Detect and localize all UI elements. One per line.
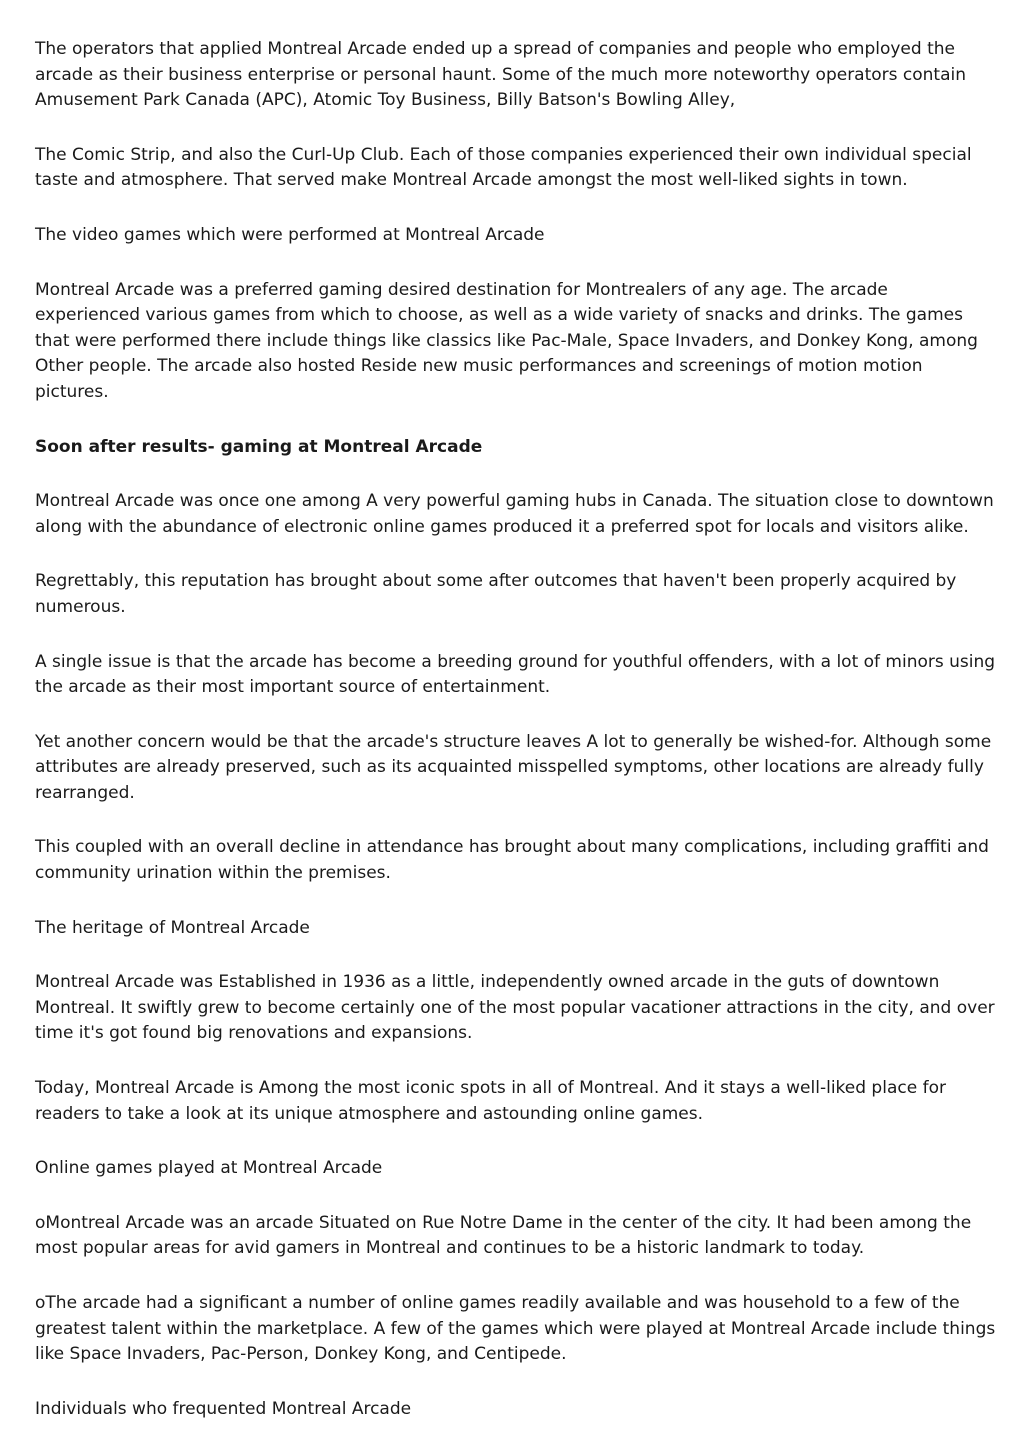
paragraph: Individuals who frequented Montreal Arcade: [35, 1398, 412, 1419]
paragraph: Montreal Arcade was once one among A very powerful gaming hubs in Canada. The situation close to downtown along with the abundance of electronic online games produced it a preferred spot for locals and visitors alike.: [35, 491, 994, 537]
paragraph: Regrettably, this reputation has brought about some after outcomes that haven't been properly acquired by numerous.: [35, 571, 957, 617]
paragraph: Montreal Arcade was Established in 1936 as a little, independently owned arcade in the guts of downtown Montreal. It swiftly grew to become certainly one of the most popular vacationer attractions in the city, and over time it's got found big renovations and expansions.: [35, 972, 995, 1044]
paragraph: Today, Montreal Arcade is Among the most iconic spots in all of Montreal. And it stays a well-liked place for readers to take a look at its unique atmosphere and astounding online games.: [35, 1078, 946, 1124]
paragraph: oMontreal Arcade was an arcade Situated on Rue Notre Dame in the center of the city. It had been among the most popular areas for avid gamers in Montreal and continues to be a historic landmark to today.: [35, 1212, 972, 1259]
bullet-marker: o: [35, 1293, 46, 1313]
paragraph: The Comic Strip, and also the Curl-Up Club. Each of those companies experienced their own individual special taste and atmosphere. That served make Montreal Arcade amongst the most well-liked sights in town.: [35, 144, 972, 191]
paragraph: Montreal Arcade was a preferred gaming desired destination for Montrealers of any age. The arcade experienced various games from which to choose, as well as a wide variety of snacks and drinks. The games that were performed there include things like classics like Pac-Male, Space Invaders, and Donkey Kong, among Other people. The arcade also hosted Reside new music performances and screenings of motion motion pictures.: [35, 279, 978, 402]
paragraph: A single issue is that the arcade has become a breeding ground for youthful offenders, with a lot of minors using the arcade as their most important source of entertainment.: [35, 651, 996, 698]
bullet-marker: o: [35, 1212, 46, 1233]
section-heading: Soon after results- gaming at Montreal Arcade: [35, 436, 483, 457]
paragraph: Yet another concern would be that the arcade's structure leaves A lot to generally be wished-for. Although some attributes are already preserved, such as its acquainted misspelled symptoms, other locations are already fully rearranged.: [35, 731, 992, 803]
paragraph: This coupled with an overall decline in attendance has brought about many complications, including graffiti and community urination within the premises.: [35, 837, 989, 884]
paragraph: The video games which were performed at Montreal Arcade: [35, 224, 545, 245]
paragraph: Online games played at Montreal Arcade: [35, 1158, 383, 1179]
paragraph: The heritage of Montreal Arcade: [35, 917, 310, 938]
paragraph: oThe arcade had a significant a number of online games readily available and was household to a few of the greatest talent within the marketplace. A few of the games which were played at Montreal Arcade include things like Space Invaders, Pac-Person, Donkey Kong, and Centipede.: [35, 1293, 996, 1365]
paragraph: The operators that applied Montreal Arcade ended up a spread of companies and people who employed the arcade as their business enterprise or personal haunt. Some of the much more noteworthy operators contain Amusement Park Canada (APC), Atomic Toy Business, Billy Batson's Bowling Alley,: [35, 39, 967, 111]
